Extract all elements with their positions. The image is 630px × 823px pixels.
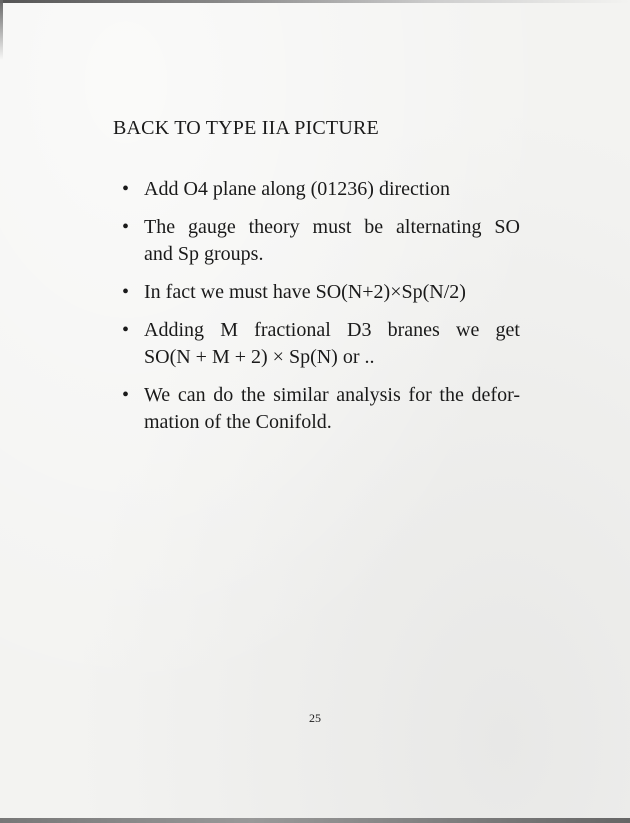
bullet-dot: • [122,319,130,341]
bullet-4-line-1: Adding M fractional D3 branes we get [144,319,520,341]
bullet-3-line-1: In fact we must have SO(N+2)×Sp(N/2) [144,281,466,303]
bullet-dot: • [122,216,130,238]
bullet-2-line-1: The gauge theory must be alternating SO [144,216,520,238]
bullet-1-line-1: Add O4 plane along (01236) direction [144,178,451,200]
bullet-item-5 [122,382,520,436]
bullet-item-2 [122,214,520,268]
scan-bottom-edge [0,818,630,823]
slide-title: BACK TO TYPE IIA PICTURE [113,117,379,139]
bullet-item-1 [122,176,520,203]
scan-top-edge [0,0,630,3]
bullet-2-line-2: and Sp groups. [144,243,264,265]
bullet-5-line-2: mation of the Conifold. [144,411,332,433]
bullet-list [122,176,520,447]
bullet-dot: • [122,178,130,200]
bullet-item-4 [122,317,520,371]
bullet-5-line-1: We can do the similar analysis for the defor- [144,384,520,406]
page-number: 25 [309,711,321,725]
bullet-4-line-2: SO(N + M + 2) × Sp(N) or .. [144,346,375,368]
bullet-item-3 [122,279,520,306]
bullet-dot: • [122,281,130,303]
scan-left-edge [0,0,3,60]
bullet-dot: • [122,384,130,406]
